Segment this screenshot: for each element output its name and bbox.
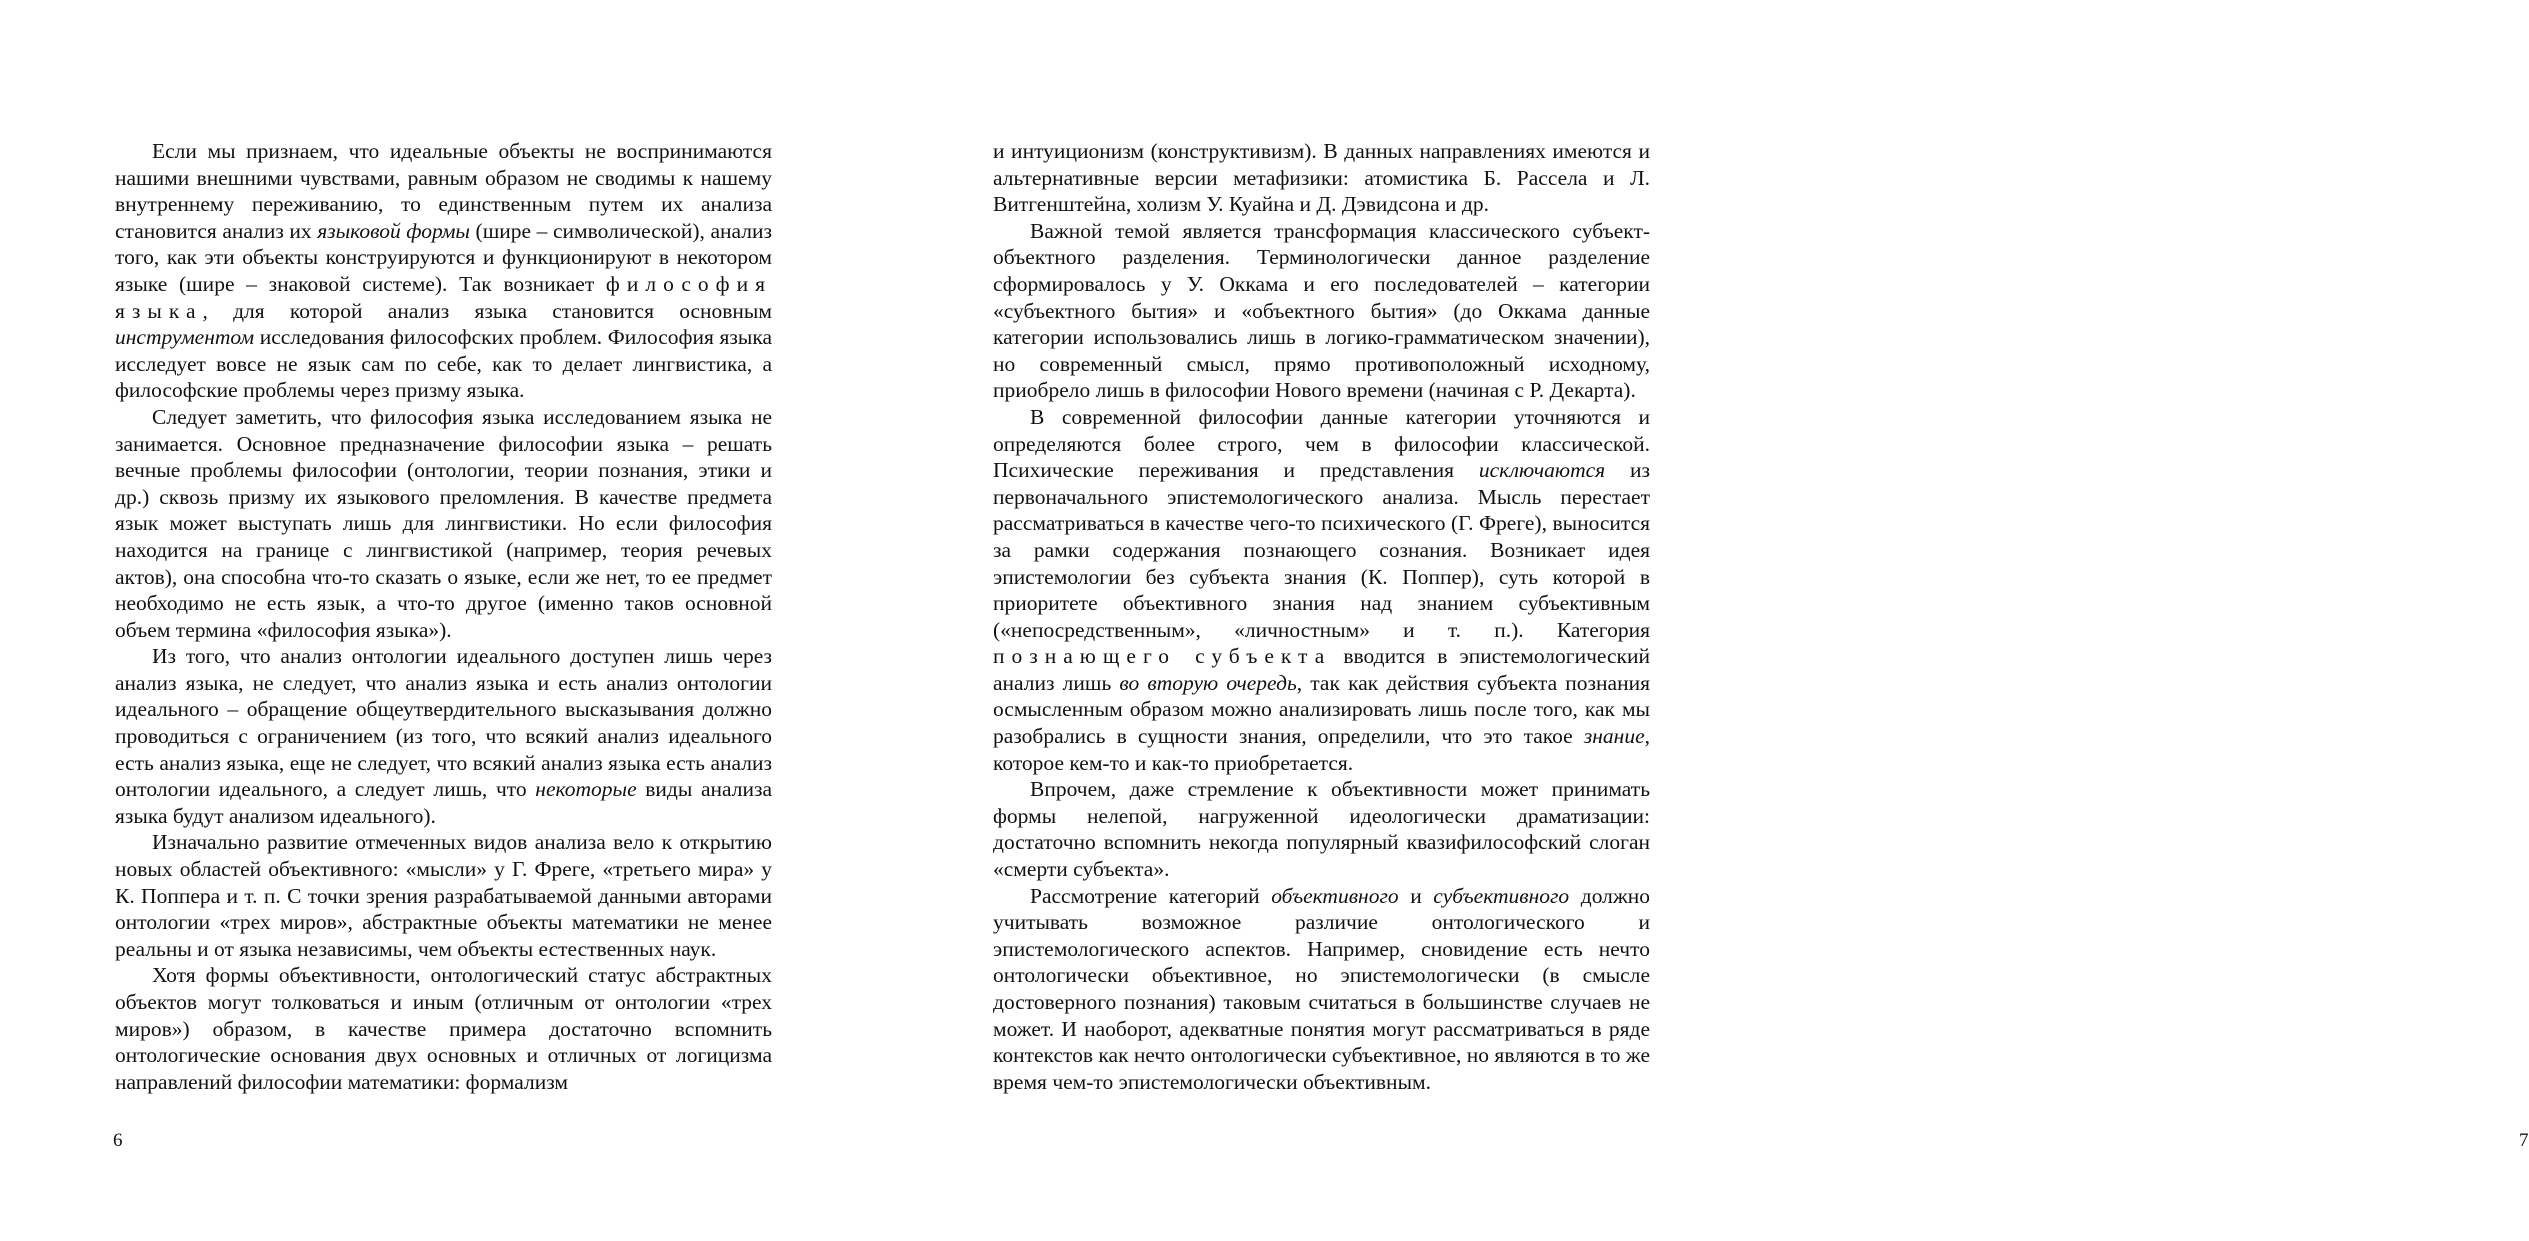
paragraph: Следует заметить, что философия языка исследованием языка не занимается. Основное предназначение философии языка – решать вечные проблемы философии (онтологии, теории познания, этики и др.) сквозь призму их языкового преломления. В качестве предмета язык может выступать лишь для лингвистики. Но если философия находится на границе с лингвистикой (например, теория речевых актов), она способна что-то сказать о языке, если же нет, то ее предмет необходимо не есть язык, а что-то другое (именно таков основной объем термина «философия языка»). [115, 404, 772, 642]
paragraph: В современной философии данные категории уточняются и определяются более строго, чем в философии классической. Психические переживания и представления исключаются из первоначального эпистемологического анализа. Мысль перестает рассматриваться в качестве чего-то психического (Г. Фреге), выносится за рамки содержания познающего сознания. Возникает идея эпистемологии без субъекта знания (К. Поппер), суть которой в приоритете объективного знания над знанием субъективным («непосредственным», «личностным» и т. п.). Категория познающего субъекта вводится в эпистемологический анализ лишь во вторую очередь, так как действия субъекта познания осмысленным образом можно анализировать лишь после того, как мы разобрались в сущности знания, определили, что это такое знание, которое кем-то и как-то приобретается. [993, 404, 1650, 775]
paragraph: Рассмотрение категорий объективного и субъективного должно учитывать возможное различие онтологического и эпистемологического аспектов. Например, сновидение есть нечто онтологически объективное, но эпистемологически (в смысле достоверного познания) таковым считаться в большинстве случаев не может. И наоборот, адекватные понятия могут рассматриваться в ряде контекстов как нечто онтологически субъективное, но являются в то же время чем-то эпистемологически объективным. [993, 883, 1650, 1094]
right-text-column [993, 138, 1650, 1095]
page-number: 6 [113, 1130, 123, 1151]
paragraph: Изначально развитие отмеченных видов анализа вело к открытию новых областей объективного: «мысли» у Г. Фреге, «третьего мира» у К. Поппера и т. п. С точки зрения разрабатываемой данными авторами онтологии «трех миров», абстрактные объекты математики не менее реальны и от языка независимы, чем объекты естественных наук. [115, 830, 772, 961]
emphasis: некоторые [535, 777, 637, 802]
spaced-term: философия языка [115, 271, 772, 323]
paragraph: Хотя формы объективности, онтологический статус абстрактных объектов могут толковаться и иным (отличным от онтологии «трех миров») образом, в качестве примера достаточно вспомнить онтологические основания двух основных и отличных от логицизма направлений философии математики: формализм [115, 963, 772, 1094]
emphasis: во вторую очередь [1119, 670, 1297, 695]
emphasis: исключаются [1478, 458, 1606, 483]
emphasis: знание [1583, 724, 1645, 749]
emphasis: объективного [1271, 883, 1399, 908]
emphasis: языковой формы [317, 218, 470, 243]
emphasis: инструментом [115, 325, 255, 350]
left-page [0, 0, 877, 1241]
paragraph-continuation: и интуиционизм (конструктивизм). В данных направлениях имеются и альтернативные версии метафизики: атомистика Б. Рассела и Л. Витгенштейна, холизм У. Куайна и Д. Дэвидсона и др. [993, 139, 1650, 217]
paragraph: Впрочем, даже стремление к объективности может принимать формы нелепой, нагруженной идеологически драматизации: достаточно вспомнить некогда популярный квазифилософский слоган «смерти субъекта». [993, 777, 1650, 882]
paragraph: Важной темой является трансформация классического субъект-объектного разделения. Терминологически данное разделение сформировалось у У. Оккама и его последователей – категории «субъектного бытия» и «объектного бытия» (до Оккама данные категории использовались лишь в логико-грамматическом значении), но современный смысл, прямо противоположный исходному, приобрело лишь в философии Нового времени (начиная с Р. Декарта). [993, 218, 1650, 403]
paragraph: Если мы признаем, что идеальные объекты не воспринимаются нашими внешними чувствами, равным образом не сводимы к нашему внутреннему переживанию, то единственным путем их анализа становится анализ их языковой формы (шире – символической), анализ того, как эти объекты конструируются и функционируют в некотором языке (шире – знаковой системе). Так возникает философия языка, для которой анализ языка становится основным инструментом исследования философских проблем. Философия языка исследует вовсе не язык сам по себе, как то делает лингвистика, а философские проблемы через призму языка. [115, 139, 772, 403]
right-page [878, 0, 2529, 1241]
paragraph: Из того, что анализ онтологии идеального доступен лишь через анализ языка, не следует, что анализ языка и есть анализ онтологии идеального – обращение общеутвердительного высказывания должно проводиться с ограничением (из того, что всякий анализ идеального есть анализ языка, еще не следует, что всякий анализ языка есть анализ онтологии идеального, а следует лишь, что некоторые виды анализа языка будут анализом идеального). [115, 644, 772, 828]
left-text-column [115, 138, 772, 1095]
spaced-term: познающего субъекта [993, 644, 1332, 669]
page-number: 7 [2519, 1130, 2529, 1151]
emphasis: субъективного [1433, 883, 1570, 908]
